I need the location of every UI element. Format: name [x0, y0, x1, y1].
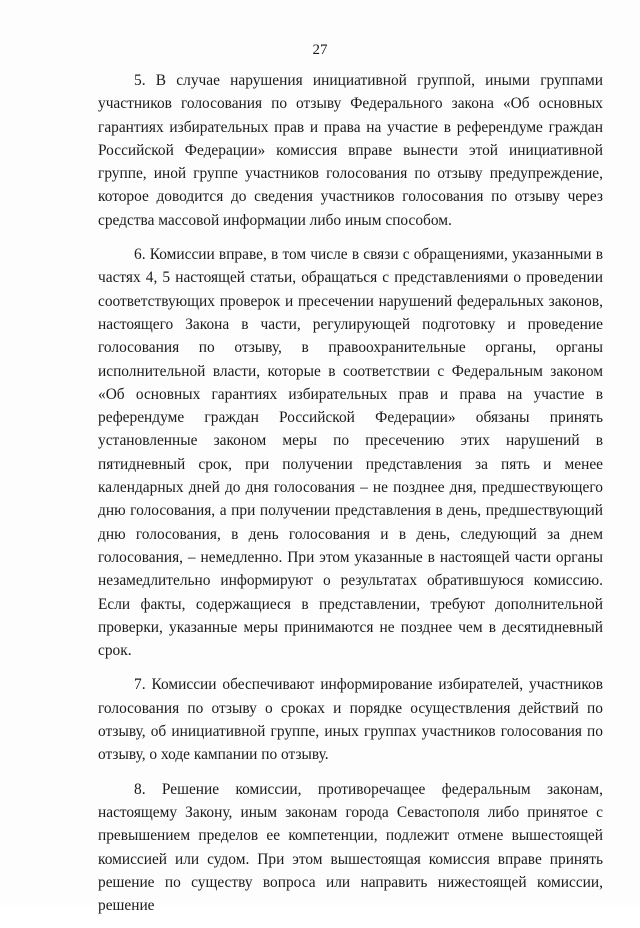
paragraph-6: 6. Комиссии вправе, в том числе в связи с обращениями, указанными в частях 4, 5 настоящей статьи, обращаться с представлениями о проведении соответствующих проверок и пресечении нарушений федеральных законов, настоящего Закона в части, регулирующей подготовку и проведение голосования по отзыву, в правоохранительные органы, органы исполнительной власти, которые в соответствии с Федеральным законом «Об основных гарантиях избирательных прав и права на участие в референдуме граждан Российской Федерации» обязаны принять установленные законом меры по пресечению этих нарушений в пятидневный срок, при получении представления за пять и менее календарных дней до дня голосования – не позднее дня, предшествующего дню голосования, а при получении представления в день, предшествующий дню голосования, в день голосования и в день, следующий за днем голосования, – немедленно. При этом указанные в настоящей части органы незамедлительно информируют о результатах обратившуюся комиссию. Если факты, содержащиеся в представлении, требуют дополнительной проверки, указанные меры принимаются не позднее чем в десятидневный срок. — [98, 246, 603, 660]
paragraph-7: 7. Комиссии обеспечивают информирование избирателей, участников голосования по отзыву о сроках и порядке осуществления действий по отзыву, об инициативной группе, иных группах участников голосования по отзыву, о ходе кампании по отзыву. — [98, 676, 603, 764]
paragraph-8: 8. Решение комиссии, противоречащее федеральным законам, настоящему Закону, иным законам города Севастополя либо принятое с превышением пределов ее компетенции, подлежит отмене вышестоящей комиссией или судом. При этом вышестоящая комиссия вправе принять решение по существу вопроса или направить нижестоящей комиссии, решение — [98, 780, 603, 915]
document-body — [98, 69, 603, 928]
page-number: 27 — [312, 42, 328, 58]
paragraph-5: 5. В случае нарушения инициативной группой, иными группами участников голосования по отзыву Федерального закона «Об основных гарантиях избирательных прав и права на участие в референдуме граждан Российской Федерации» комиссия вправе вынести этой инициативной группе, иной группе участников голосования по отзыву предупреждение, которое доводится до сведения участников голосования по отзыву через средства массовой информации либо иным способом. — [98, 72, 603, 229]
